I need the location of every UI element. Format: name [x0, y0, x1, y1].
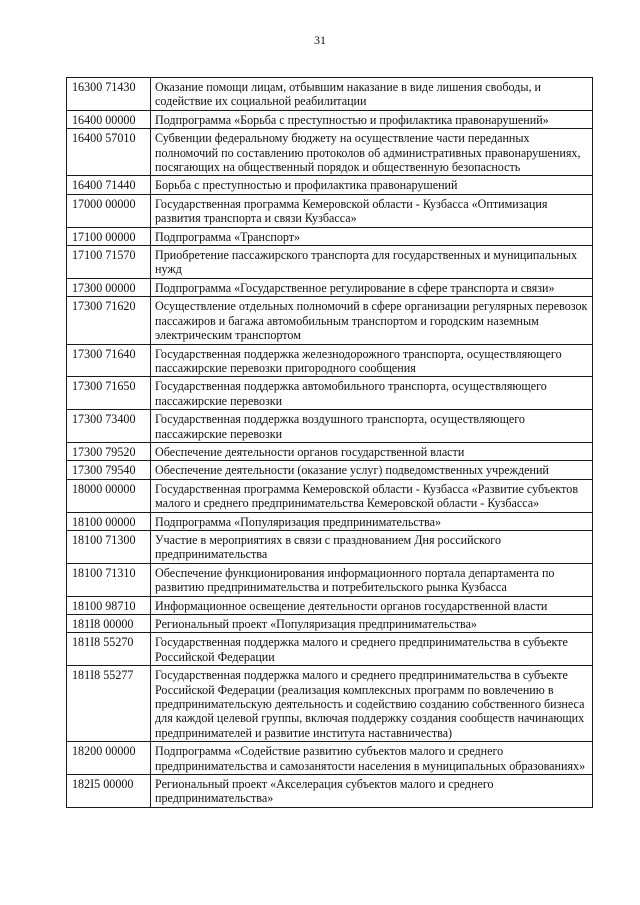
row-description: Обеспечение деятельности (оказание услуг) подведомственных учреждений — [151, 461, 593, 479]
table-row — [67, 176, 593, 194]
row-code: 17100 71570 — [67, 246, 151, 279]
row-description: Оказание помощи лицам, отбывшим наказание в виде лишения свободы, и содействие их социальной реабилитации — [151, 78, 593, 111]
row-code: 17300 71650 — [67, 377, 151, 410]
table-row — [67, 246, 593, 279]
row-code: 181I8 00000 — [67, 615, 151, 633]
row-code: 18100 00000 — [67, 512, 151, 530]
table-row — [67, 377, 593, 410]
row-description: Субвенции федеральному бюджету на осуществление части переданных полномочий по составлению протоколов об административных правонарушениях, посягающих на общественный порядок и общественную безопасность — [151, 129, 593, 176]
table-row — [67, 194, 593, 227]
table-row — [67, 742, 593, 775]
row-code: 18200 00000 — [67, 742, 151, 775]
row-code: 18100 71310 — [67, 563, 151, 596]
row-description: Приобретение пассажирского транспорта для государственных и муниципальных нужд — [151, 246, 593, 279]
row-description: Государственная поддержка железнодорожного транспорта, осуществляющего пассажирские перевозки пригородного сообщения — [151, 344, 593, 377]
row-description: Государственная программа Кемеровской области - Кузбасса «Оптимизация развития транспорта и связи Кузбасса» — [151, 194, 593, 227]
table-row — [67, 297, 593, 344]
row-code: 17300 71620 — [67, 297, 151, 344]
row-code: 17300 71640 — [67, 344, 151, 377]
row-description: Борьба с преступностью и профилактика правонарушений — [151, 176, 593, 194]
table-row — [67, 596, 593, 614]
table-row — [67, 129, 593, 176]
row-description: Подпрограмма «Содействие развитию субъектов малого и среднего предпринимательства и самозанятости населения в муниципальных образованиях» — [151, 742, 593, 775]
row-description: Государственная поддержка малого и среднего предпринимательства в субъекте Российской Федерации (реализация комплексных программ по вовлечению в предпринимательскую деятельность и содействию созданию собственного бизнеса для каждой целевой группы, включая поддержку создания сообществ начинающих предпринимателей и развитие института наставничества) — [151, 666, 593, 742]
row-code: 17300 73400 — [67, 410, 151, 443]
table-row — [67, 512, 593, 530]
row-description: Подпрограмма «Государственное регулирование в сфере транспорта и связи» — [151, 278, 593, 296]
table-row — [67, 344, 593, 377]
table-row — [67, 227, 593, 245]
table-row — [67, 78, 593, 111]
row-description: Государственная программа Кемеровской области - Кузбасса «Развитие субъектов малого и среднего предпринимательства Кемеровской области - Кузбасса» — [151, 479, 593, 512]
table-row — [67, 530, 593, 563]
row-description: Государственная поддержка малого и среднего предпринимательства в субъекте Российской Федерации — [151, 633, 593, 666]
row-description: Государственная поддержка автомобильного транспорта, осуществляющего пассажирские перевозки — [151, 377, 593, 410]
table-row — [67, 479, 593, 512]
row-code: 16400 00000 — [67, 110, 151, 128]
table-row — [67, 563, 593, 596]
table-row — [67, 615, 593, 633]
table-row — [67, 633, 593, 666]
table-row — [67, 775, 593, 808]
row-description: Подпрограмма «Популяризация предпринимательства» — [151, 512, 593, 530]
row-description: Подпрограмма «Борьба с преступностью и профилактика правонарушений» — [151, 110, 593, 128]
row-description: Обеспечение функционирования информационного портала департамента по развитию предпринимательства и потребительского рынка Кузбасса — [151, 563, 593, 596]
table-row — [67, 461, 593, 479]
row-code: 18100 98710 — [67, 596, 151, 614]
table-body — [67, 78, 593, 808]
page-number: 31 — [314, 33, 326, 47]
row-code: 18100 71300 — [67, 530, 151, 563]
row-code: 17300 79540 — [67, 461, 151, 479]
row-code: 181I8 55270 — [67, 633, 151, 666]
row-code: 16300 71430 — [67, 78, 151, 111]
row-code: 17000 00000 — [67, 194, 151, 227]
table-row — [67, 278, 593, 296]
row-description: Региональный проект «Акселерация субъектов малого и среднего предпринимательства» — [151, 775, 593, 808]
budget-classification-table — [66, 77, 593, 808]
table-row — [67, 442, 593, 460]
row-description: Осуществление отдельных полномочий в сфере организации регулярных перевозок пассажиров и багажа автомобильным транспортом и городским наземным электрическим транспортом — [151, 297, 593, 344]
row-description: Государственная поддержка воздушного транспорта, осуществляющего пассажирские перевозки — [151, 410, 593, 443]
row-description: Участие в мероприятиях в связи с празднованием Дня российского предпринимательства — [151, 530, 593, 563]
row-code: 17300 00000 — [67, 278, 151, 296]
budget-classification-table-wrapper — [66, 77, 592, 808]
row-code: 17100 00000 — [67, 227, 151, 245]
row-description: Обеспечение деятельности органов государственной власти — [151, 442, 593, 460]
table-row — [67, 110, 593, 128]
row-code: 182I5 00000 — [67, 775, 151, 808]
row-code: 17300 79520 — [67, 442, 151, 460]
row-description: Подпрограмма «Транспорт» — [151, 227, 593, 245]
row-description: Информационное освещение деятельности органов государственной власти — [151, 596, 593, 614]
row-code: 16400 57010 — [67, 129, 151, 176]
row-code: 16400 71440 — [67, 176, 151, 194]
row-code: 18000 00000 — [67, 479, 151, 512]
row-code: 181I8 55277 — [67, 666, 151, 742]
table-row — [67, 410, 593, 443]
table-row — [67, 666, 593, 742]
row-description: Региональный проект «Популяризация предпринимательства» — [151, 615, 593, 633]
